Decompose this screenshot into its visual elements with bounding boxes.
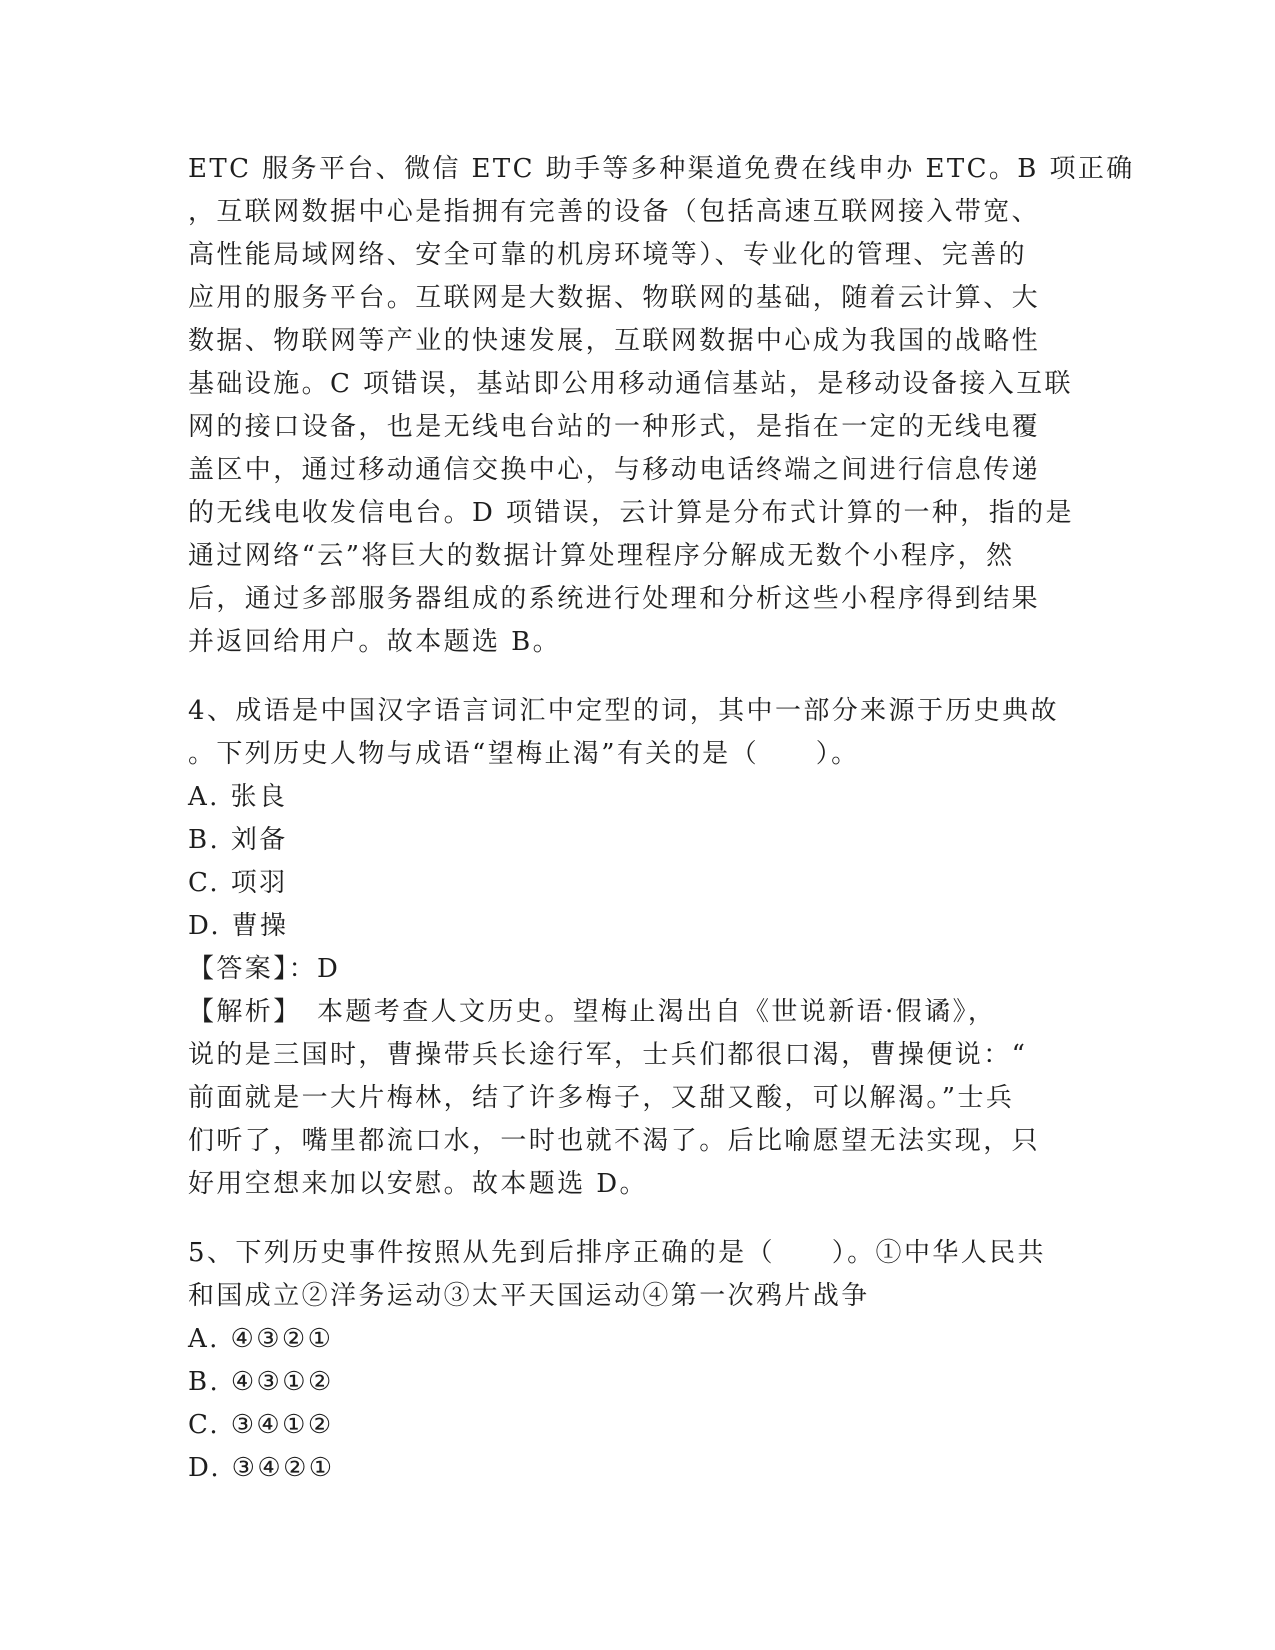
explanation-line: 应用的服务平台。互联网是大数据、物联网的基础，随着云计算、大 — [188, 283, 1041, 313]
explanation-line: 的无线电收发信电台。D 项错误，云计算是分布式计算的一种，指的是 — [188, 498, 1074, 528]
question-stem-line: 和国成立②洋务运动③太平天国运动④第一次鸦片战争 — [188, 1281, 870, 1311]
question-5 — [188, 1232, 1088, 1490]
explanation-line: 基础设施。C 项错误，基站即公用移动通信基站，是移动设备接入互联 — [188, 369, 1073, 399]
question-4 — [188, 690, 1088, 1206]
option-b: B. 刘备 — [188, 825, 288, 855]
analysis-line: 们听了，嘴里都流口水，一时也就不渴了。后比喻愿望无法实现，只 — [188, 1126, 1041, 1156]
question-stem-line: 5、下列历史事件按照从先到后排序正确的是（ ）。①中华人民共 — [188, 1238, 1046, 1268]
explanation-line: ，互联网数据中心是指拥有完善的设备（包括高速互联网接入带宽、 — [188, 197, 1041, 227]
option-a: A. 张良 — [188, 782, 288, 812]
analysis-line: 好用空想来加以安慰。故本题选 D。 — [188, 1169, 648, 1199]
option-a: A. ④③②① — [188, 1324, 334, 1354]
explanation-line: 后，通过多部服务器组成的系统进行处理和分析这些小程序得到结果 — [188, 584, 1041, 614]
option-d: D. ③④②① — [188, 1453, 335, 1483]
option-c: C. 项羽 — [188, 868, 288, 898]
analysis-line: 说的是三国时，曹操带兵长途行军，士兵们都很口渴，曹操便说：“ — [188, 1040, 1028, 1070]
explanation-line: 通过网络“云”将巨大的数据计算处理程序分解成无数个小程序，然 — [188, 541, 1015, 571]
analysis-line: 前面就是一大片梅林，结了许多梅子，又甜又酸，可以解渴。”士兵 — [188, 1083, 1015, 1113]
explanation-line: 并返回给用户。故本题选 B。 — [188, 627, 561, 657]
question-stem-line: 。下列历史人物与成语“望梅止渴”有关的是（ ）。 — [188, 739, 860, 769]
previous-question-explanation — [188, 148, 1135, 664]
option-c: C. ③④①② — [188, 1410, 334, 1440]
answer-line: 【答案】：D — [188, 954, 341, 984]
question-stem-line: 4、成语是中国汉字语言词汇中定型的词，其中一部分来源于历史典故 — [188, 696, 1059, 726]
explanation-line: 数据、物联网等产业的快速发展，互联网数据中心成为我国的战略性 — [188, 326, 1041, 356]
explanation-line: 高性能局域网络、安全可靠的机房环境等）、专业化的管理、完善的 — [188, 240, 1028, 270]
option-b: B. ④③①② — [188, 1367, 334, 1397]
option-d: D. 曹操 — [188, 911, 289, 941]
explanation-line: 盖区中，通过移动通信交换中心，与移动电话终端之间进行信息传递 — [188, 455, 1041, 485]
analysis-line: 【解析】 本题考查人文历史。望梅止渴出自《世说新语·假谲》， — [188, 997, 997, 1027]
explanation-line: ETC 服务平台、微信 ETC 助手等多种渠道免费在线申办 ETC。B 项正确 — [188, 154, 1135, 184]
explanation-line: 网的接口设备，也是无线电台站的一种形式，是指在一定的无线电覆 — [188, 412, 1041, 442]
